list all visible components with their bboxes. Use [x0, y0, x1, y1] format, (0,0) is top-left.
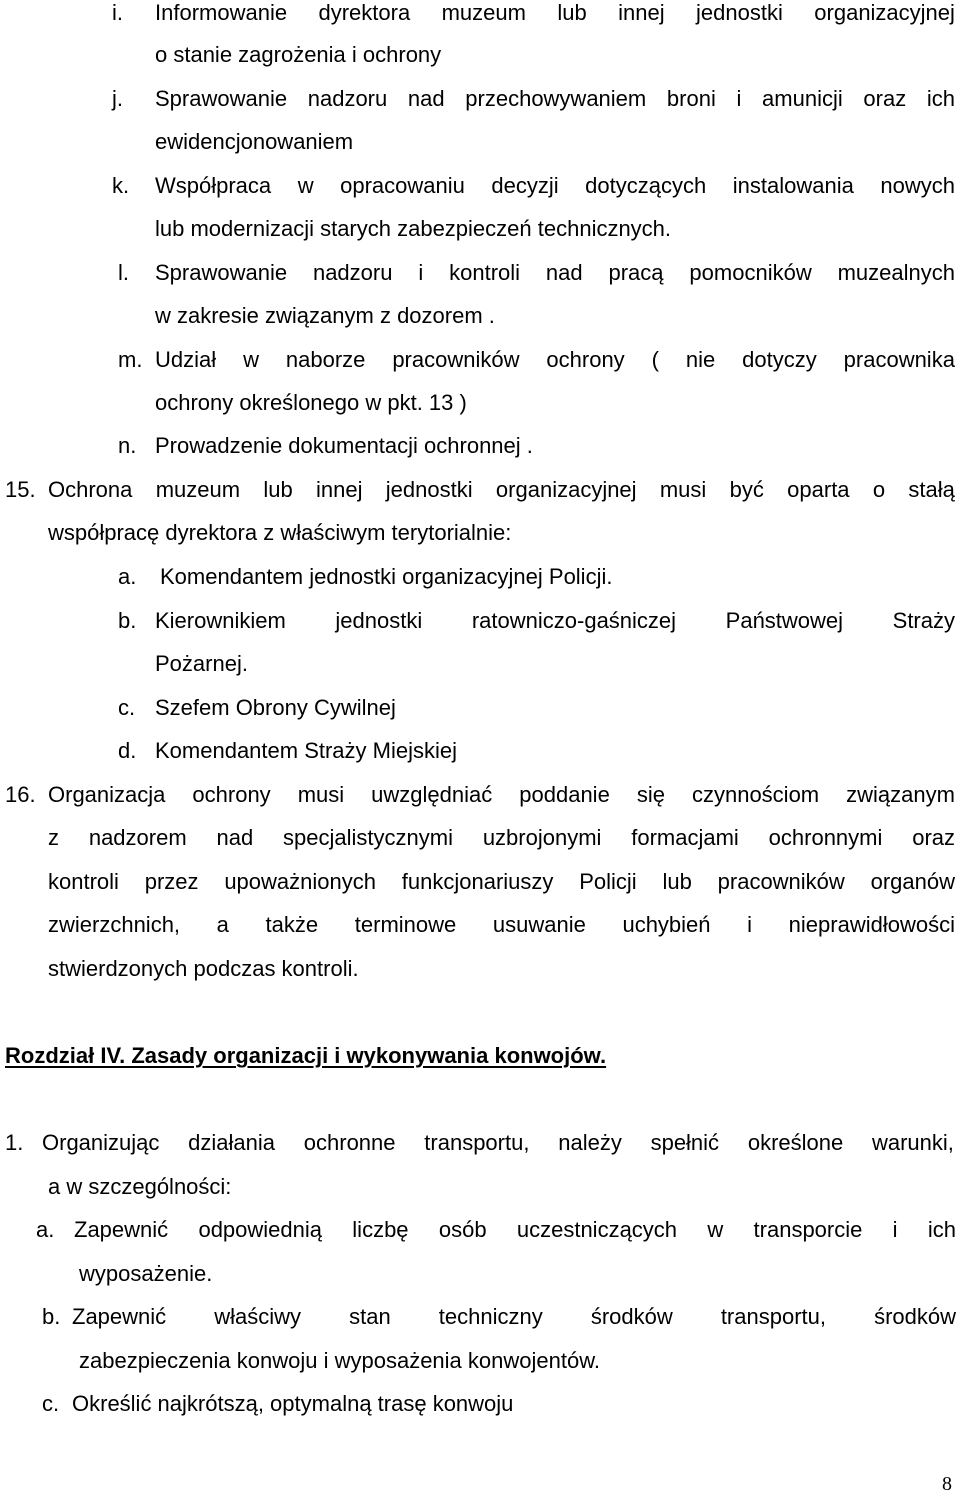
word: transporcie	[753, 1217, 863, 1242]
word: nad	[545, 260, 583, 285]
text-line	[48, 477, 955, 503]
word: innej	[316, 477, 363, 502]
word: nowych	[880, 173, 955, 198]
word: ochronne	[303, 1130, 396, 1155]
word: musi	[297, 782, 345, 807]
word: transportu,	[424, 1130, 530, 1155]
word: ratowniczo-gaśniczej	[471, 608, 677, 633]
word: i	[736, 86, 742, 111]
word: dyrektora	[318, 0, 411, 25]
word: nie	[685, 347, 716, 372]
word: się	[636, 782, 665, 807]
list-marker: l.	[118, 260, 129, 285]
word: przez	[144, 869, 199, 894]
point-number: 1.	[5, 1130, 24, 1155]
word: a	[216, 912, 229, 937]
word: stan	[349, 1304, 391, 1329]
word: Zapewnić	[74, 1217, 169, 1242]
word: uchybień	[622, 912, 711, 937]
word: uwzględniać	[371, 782, 493, 807]
word: Organizując	[42, 1130, 160, 1155]
word: opracowaniu	[340, 173, 465, 198]
word: być	[729, 477, 764, 502]
word: uczestniczących	[516, 1217, 678, 1242]
word: muzeum	[441, 0, 526, 25]
word: związanym	[846, 782, 955, 807]
word: środków	[874, 1304, 956, 1329]
text-line	[42, 1130, 954, 1156]
word: Sprawowanie	[155, 260, 288, 285]
text-line	[74, 1217, 956, 1243]
word: nad	[216, 825, 254, 850]
word: organów	[870, 869, 955, 894]
chapter-heading: Rozdział IV. Zasady organizacji i wykonywania konwojów.	[5, 1043, 607, 1068]
list-marker: c.	[42, 1391, 60, 1416]
list-marker: i.	[112, 0, 123, 25]
text-line	[155, 608, 955, 634]
list-marker: a.	[118, 564, 137, 589]
word: usuwanie	[492, 912, 586, 937]
word: instalowania	[732, 173, 854, 198]
justified-line	[155, 0, 955, 26]
word: ochrony	[546, 347, 625, 372]
word: ich	[926, 86, 955, 111]
word: i	[747, 912, 753, 937]
word: dotyczących	[585, 173, 707, 198]
word: spełnić	[650, 1130, 720, 1155]
word: nadzoru	[307, 86, 388, 111]
word: z	[48, 825, 59, 850]
word: oparta	[787, 477, 850, 502]
text-line: o stanie zagrożenia i ochrony	[155, 42, 442, 67]
word: lub	[557, 0, 587, 25]
text-line	[48, 782, 955, 808]
word: amunicji	[762, 86, 843, 111]
point-number: 15.	[5, 477, 36, 502]
word: organizacyjnej	[814, 0, 955, 25]
word: jednostki	[696, 0, 783, 25]
word: nad	[407, 86, 445, 111]
page-number: 8	[942, 1473, 952, 1495]
word: transportu,	[720, 1304, 826, 1329]
word: Państwowej	[725, 608, 844, 633]
word: działania	[188, 1130, 275, 1155]
word: Udział	[155, 347, 217, 372]
word: pracowników	[717, 869, 845, 894]
word: organizacyjnej	[495, 477, 637, 502]
list-marker: a.	[36, 1217, 55, 1242]
word: jednostki	[335, 608, 423, 633]
word: nieprawidłowości	[788, 912, 955, 937]
word: ochrony	[192, 782, 271, 807]
word: jednostki	[385, 477, 473, 502]
word: nadzoru	[312, 260, 393, 285]
word: ochronnymi	[768, 825, 883, 850]
word: upoważnionych	[224, 869, 376, 894]
text-line: Prowadzenie dokumentacji ochronnej .	[155, 433, 533, 458]
text-line: ewidencjonowaniem	[155, 129, 354, 154]
text-line	[48, 912, 955, 938]
word: w	[297, 173, 314, 198]
word: Ochrona	[48, 477, 133, 502]
word: uzbrojonymi	[482, 825, 602, 850]
word: czynnościom	[691, 782, 820, 807]
word: zwierzchnich,	[48, 912, 181, 937]
word: lub	[263, 477, 293, 502]
word: ich	[927, 1217, 956, 1242]
word: także	[265, 912, 319, 937]
word: techniczny	[438, 1304, 543, 1329]
word: decyzji	[491, 173, 559, 198]
word: określone	[747, 1130, 844, 1155]
word: osób	[438, 1217, 487, 1242]
word: Współpraca	[155, 173, 272, 198]
word: innej	[618, 0, 665, 25]
word: muzealnych	[837, 260, 955, 285]
word: pomocników	[689, 260, 812, 285]
word: pracownika	[843, 347, 955, 372]
list-marker: m.	[118, 347, 143, 372]
text-line: Określić najkrótszą, optymalną trasę konwoju	[72, 1391, 514, 1416]
list-marker: b.	[42, 1304, 61, 1329]
word: Informowanie	[155, 0, 288, 25]
word: dotyczy	[742, 347, 817, 372]
list-marker: b.	[118, 608, 137, 633]
word: Zapewnić	[72, 1304, 167, 1329]
word: specjalistycznymi	[283, 825, 453, 850]
word: właściwy	[214, 1304, 302, 1329]
text-line: stwierdzonych podczas kontroli.	[48, 956, 359, 981]
text-line	[48, 869, 955, 895]
word: pracowników	[392, 347, 520, 372]
text-line	[155, 260, 955, 286]
word: (	[651, 347, 659, 372]
list-marker: j.	[112, 86, 123, 111]
word: w	[243, 347, 259, 372]
word: w	[707, 1217, 724, 1242]
text-line: współpracę dyrektora z właściwym terytorialnie:	[48, 520, 512, 545]
word: środków	[590, 1304, 673, 1329]
word: stałą	[908, 477, 955, 502]
word: Policji	[579, 869, 637, 894]
word: oraz	[863, 86, 907, 111]
list-marker: d.	[118, 738, 137, 763]
list-marker: n.	[118, 433, 137, 458]
text-line: ochrony określonego w pkt. 13 )	[155, 390, 467, 415]
word: Kierownikiem	[155, 608, 286, 633]
word: broni	[666, 86, 716, 111]
word: naborze	[285, 347, 366, 372]
text-line	[48, 825, 955, 851]
text-line	[155, 86, 955, 112]
text-line: Komendantem Straży Miejskiej	[155, 738, 458, 763]
word: Organizacja	[48, 782, 166, 807]
word: Straży	[892, 608, 955, 633]
word: o	[872, 477, 886, 502]
word: nadzorem	[88, 825, 187, 850]
text-line	[155, 173, 955, 199]
text-line: w zakresie związanym z dozorem .	[155, 303, 495, 328]
text-line: Szefem Obrony Cywilnej	[155, 695, 396, 720]
word: pracą	[608, 260, 664, 285]
list-marker: k.	[112, 173, 130, 198]
word: i	[892, 1217, 898, 1242]
word: terminowe	[354, 912, 457, 937]
point-number: 16.	[5, 782, 36, 807]
word: warunki,	[871, 1130, 954, 1155]
word: oraz	[912, 825, 955, 850]
list-marker: c.	[118, 695, 136, 720]
word: muzeum	[155, 477, 241, 502]
word: kontroli	[48, 869, 119, 894]
text-line: a w szczególności:	[48, 1174, 232, 1199]
word: liczbę	[352, 1217, 409, 1242]
word: musi	[659, 477, 707, 502]
text-line: wyposażenie.	[79, 1261, 213, 1286]
text-line: Komendantem jednostki organizacyjnej Policji.	[160, 564, 613, 589]
text-line	[72, 1304, 956, 1330]
word: kontroli	[449, 260, 521, 285]
word: lub	[662, 869, 692, 894]
word: i	[418, 260, 424, 285]
text-line: lub modernizacji starych zabezpieczeń technicznych.	[155, 216, 672, 241]
word: przechowywaniem	[465, 86, 647, 111]
word: poddanie	[519, 782, 610, 807]
word: Sprawowanie	[155, 86, 288, 111]
text-line: Pożarnej.	[155, 651, 248, 676]
word: należy	[558, 1130, 622, 1155]
word: odpowiednią	[198, 1217, 322, 1242]
text-line	[155, 347, 955, 373]
word: funkcjonariuszy	[401, 869, 554, 894]
word: formacjami	[631, 825, 739, 850]
text-line: zabezpieczenia konwoju i wyposażenia konwojentów.	[79, 1348, 600, 1373]
